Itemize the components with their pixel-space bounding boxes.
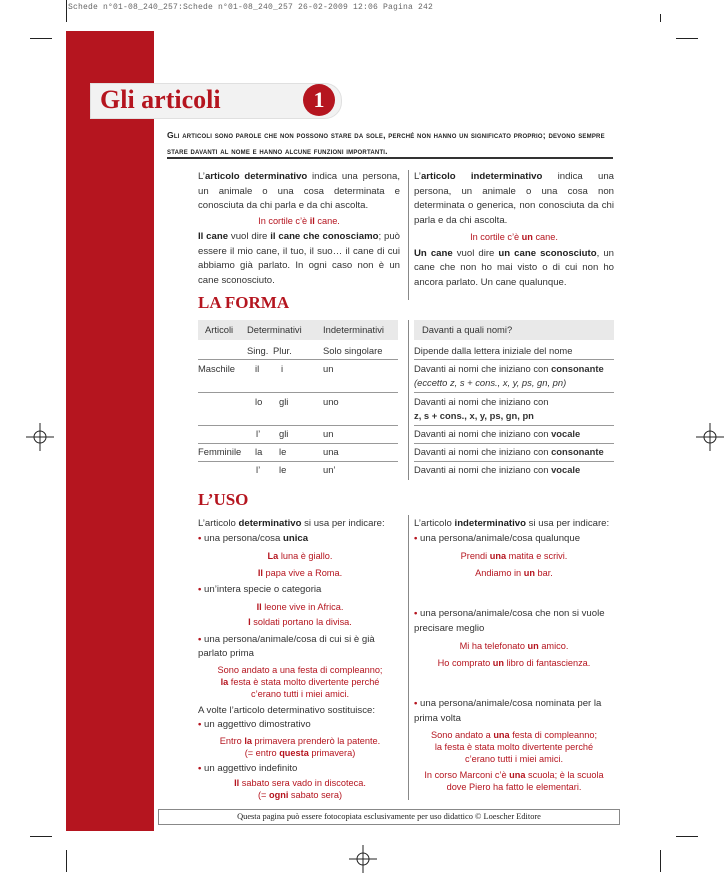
section-heading-forma: LA FORMA <box>198 293 290 312</box>
header-determinativi: Determinativi <box>247 324 302 335</box>
table-cell: gli <box>279 396 289 407</box>
table-cell: Davanti ai nomi che iniziano con vocale <box>414 464 581 475</box>
table-cell: Davanti ai nomi che iniziano con consonante <box>414 363 604 374</box>
table-cell: (eccetto z, s + cons., x, y, ps, gn, pn) <box>414 377 567 388</box>
table-cell: Maschile <box>198 363 235 374</box>
table-cell: Davanti ai nomi che iniziano con vocale <box>414 428 581 439</box>
crop-mark <box>30 38 52 39</box>
column-divider <box>408 170 409 300</box>
table-cell: il <box>255 363 260 374</box>
row-line <box>198 425 398 426</box>
table-divider <box>408 320 409 480</box>
registration-mark-icon <box>696 423 724 451</box>
header-articoli: Articoli <box>205 324 234 335</box>
header-indeterminativi: Indeterminativi <box>323 324 384 335</box>
subheader-sing: Sing. <box>247 345 269 356</box>
row-line <box>414 425 614 426</box>
table-cell: la <box>255 446 263 457</box>
registration-mark-icon <box>349 845 377 873</box>
subheader-plur: Plur. <box>273 345 292 356</box>
uso-right-column-3: • una persona/animale/cosa nominata per la prima volta Sono andato a una festa di compleanno; la festa è stata molto divertente perché c’erano tutti i miei amici. In corso Marconi c’è una scuola; è la scuola dove Piero ha fatto le elementari. <box>414 698 604 792</box>
crop-mark <box>660 14 661 22</box>
row-line <box>414 443 614 444</box>
row-line <box>414 461 614 462</box>
table-cell: un <box>323 428 334 439</box>
crop-mark <box>66 0 67 22</box>
crop-mark <box>66 850 67 872</box>
intro-divider <box>167 157 613 159</box>
subheader-solo: Solo singolare <box>323 345 383 356</box>
section-heading-uso: L’USO <box>198 490 249 509</box>
crop-mark <box>30 836 52 837</box>
intro-text: Gli articoli sono parole che non possono stare da sole, perché non hanno un significato proprio; devono sempre stare davanti al nome e hanno alcune funzioni importanti. <box>167 130 605 156</box>
registration-mark-icon <box>26 423 54 451</box>
table-cell: una <box>323 446 339 457</box>
table-cell: l’ <box>256 428 261 439</box>
column-divider <box>408 515 409 800</box>
table-cell: un <box>323 363 334 374</box>
table-cell: un’ <box>323 464 336 475</box>
row-line <box>414 359 614 360</box>
definition-left: L’articolo determinativo indica una persona, un animale o una cosa determinata e conosciuta da chi parla e da chi ascolta. In cortile c’è il cane. Il cane vuol dire il cane che conosciamo; può essere il mio cane, il tuo, il suo… il cane di cui abbiamo già parlato. In ogni caso non è un cane sconosciuto. <box>198 171 401 286</box>
uso-left-column: L’articolo determinativo si usa per indicare: • una persona/cosa unica La luna è giallo. Il papa vive a Roma. • un’intera specie o categoria Il leone vive in Africa. I soldati portano la divisa. • una persona/animale/cosa di cui si è già parlato prima Sono andato a una festa di compleanno; la festa è stata molto divertente perché c’erano tutti i miei amici. A volte l’articolo determinativo sostituisce: • un aggettivo dimostrativo Entro la primavera prenderò la patente. (= entro questa primavera) • un aggettivo indefinito Il sabato sera vado in discoteca. (= ogni sabato sera) <box>198 518 385 800</box>
crop-mark <box>660 850 661 872</box>
table-cell: lo <box>255 396 263 407</box>
row-line <box>414 392 614 393</box>
row-line <box>198 359 398 360</box>
row-line <box>198 443 398 444</box>
footer-copyright: Questa pagina può essere fotocopiata esclusivamente per uso didattico © Loescher Editore <box>237 812 541 821</box>
page-title: Gli articoli <box>100 85 221 114</box>
uso-right-column: L’articolo indeterminativo si usa per indicare: • una persona/animale/cosa qualunque Prendi una matita e scrivi. Andiamo in un bar. <box>414 518 610 578</box>
subheader-dipende: Dipende dalla lettera iniziale del nome <box>414 345 573 356</box>
crop-mark <box>676 38 698 39</box>
table-cell: i <box>281 363 284 374</box>
definition-right: L’articolo indeterminativo indica una persona, un animale o una cosa non determinata o generica, non conosciuta da chi parla e da chi ascolta. In cortile c’è un cane. Un cane vuol dire un cane sconosciuto, un cane che non ho mai visto o di cui non ho ancora parlato. Un cane qualunque. <box>414 171 615 288</box>
uso-right-column-2: • una persona/animale/cosa che non si vuole precisare meglio Mi ha telefonato un amico. Ho comprato un libro di fantascienza. <box>414 608 605 668</box>
table-cell: z, s + cons., x, y, ps, gn, pn <box>414 410 534 421</box>
side-bar <box>66 31 154 831</box>
table-cell: le <box>279 446 287 457</box>
table-cell: le <box>279 464 287 475</box>
table-cell: Davanti ai nomi che iniziano con <box>414 396 549 407</box>
row-line <box>198 461 398 462</box>
table-cell: gli <box>279 428 289 439</box>
row-line <box>198 392 398 393</box>
table-cell: Femminile <box>198 446 242 457</box>
table-cell: uno <box>323 396 339 407</box>
chapter-number: 1 <box>303 84 335 116</box>
table-cell: l’ <box>256 464 261 475</box>
header-quali-nomi: Davanti a quali nomi? <box>422 324 513 335</box>
print-header: Schede n°01-08_240_257:Schede n°01-08_240_257 26-02-2009 12:06 Pagina 242 <box>68 3 434 12</box>
crop-mark <box>676 836 698 837</box>
table-cell: Davanti ai nomi che iniziano con consonante <box>414 446 604 457</box>
